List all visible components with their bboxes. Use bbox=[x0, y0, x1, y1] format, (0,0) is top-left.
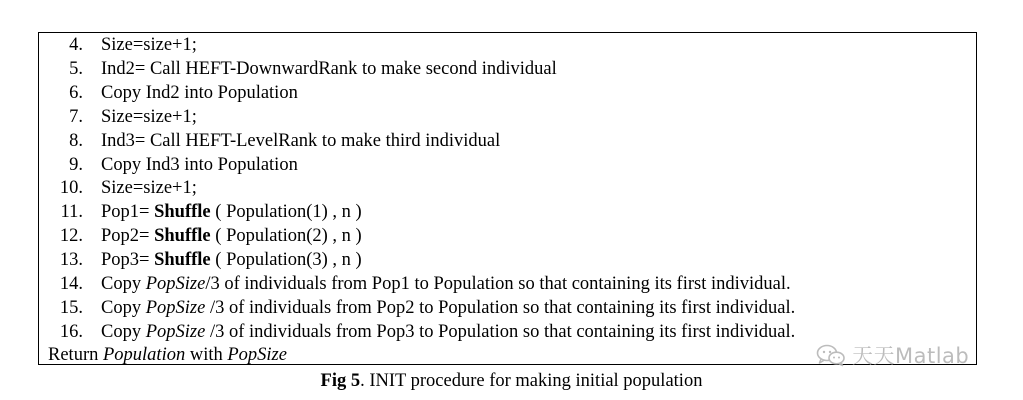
line-number: 6. bbox=[69, 82, 83, 103]
line-number: 16. bbox=[59, 321, 83, 342]
keyword-bold: Shuffle bbox=[154, 226, 211, 247]
return-line bbox=[48, 343, 287, 367]
return-population: Population bbox=[102, 345, 186, 365]
watermark bbox=[816, 340, 969, 370]
return-with: with bbox=[185, 345, 228, 365]
figure-caption bbox=[0, 369, 1023, 393]
line-text bbox=[101, 320, 795, 344]
line-segment: /3 of individuals from Pop3 to Population so that containing its first individual. bbox=[205, 321, 796, 342]
line-number: 14. bbox=[59, 274, 83, 294]
keyword-bold: Shuffle bbox=[154, 250, 211, 271]
line-text bbox=[101, 176, 197, 200]
line-text bbox=[101, 200, 362, 224]
line-segment: Copy bbox=[101, 274, 146, 294]
keyword-bold: Shuffle bbox=[154, 202, 211, 223]
line-segment: /3 of individuals from Pop2 to Population so that containing its first individual. bbox=[205, 297, 796, 318]
line-segment: Copy bbox=[101, 321, 146, 342]
line-segment: Ind3= Call HEFT-LevelRank to make third individual bbox=[101, 130, 501, 151]
line-segment: ( Population(2) , n ) bbox=[210, 226, 362, 247]
line-segment: Size=size+1; bbox=[101, 178, 197, 199]
line-text bbox=[101, 153, 298, 177]
return-keyword: Return bbox=[48, 345, 103, 365]
line-segment: ( Population(3) , n ) bbox=[210, 250, 362, 271]
line-number: 12. bbox=[59, 226, 83, 247]
caption-label: Fig 5 bbox=[320, 371, 361, 391]
line-segment: Pop1= bbox=[101, 202, 155, 223]
line-number: 5. bbox=[69, 58, 83, 79]
line-number: 13. bbox=[59, 250, 83, 271]
line-text bbox=[101, 129, 500, 153]
line-segment: Size=size+1; bbox=[101, 35, 197, 55]
variable-italic: PopSize bbox=[145, 297, 206, 318]
line-text bbox=[101, 81, 298, 105]
variable-italic: PopSize bbox=[145, 274, 206, 294]
line-segment: Pop2= bbox=[101, 226, 155, 247]
line-segment: Copy Ind3 into Population bbox=[101, 154, 298, 175]
line-number: 4. bbox=[69, 35, 83, 55]
caption-text: . INIT procedure for making initial population bbox=[360, 371, 703, 391]
watermark-text: 天天Matlab bbox=[852, 344, 970, 368]
line-segment: Pop3= bbox=[101, 250, 155, 271]
line-segment: Ind2= Call HEFT-DownwardRank to make second individual bbox=[101, 58, 557, 79]
variable-italic: PopSize bbox=[145, 321, 206, 342]
line-segment: /3 of individuals from Pop1 to Population so that containing its first individual. bbox=[205, 274, 791, 294]
line-text bbox=[101, 33, 197, 57]
line-number: 15. bbox=[59, 297, 83, 318]
line-segment: Copy bbox=[101, 297, 146, 318]
line-text bbox=[101, 272, 791, 296]
line-text bbox=[101, 105, 197, 129]
line-text bbox=[101, 248, 362, 272]
line-number: 7. bbox=[69, 106, 83, 127]
line-text bbox=[101, 224, 362, 248]
return-popsize: PopSize bbox=[227, 345, 287, 365]
line-number: 8. bbox=[69, 130, 83, 151]
line-number: 9. bbox=[69, 154, 83, 175]
line-number: 10. bbox=[59, 178, 83, 199]
line-segment: Size=size+1; bbox=[101, 106, 197, 127]
line-segment: Copy Ind2 into Population bbox=[101, 82, 298, 103]
line-text bbox=[101, 296, 795, 320]
algorithm-box bbox=[38, 32, 977, 365]
line-text bbox=[101, 57, 557, 81]
line-number: 11. bbox=[60, 202, 83, 223]
wechat-icon bbox=[816, 343, 846, 367]
line-segment: ( Population(1) , n ) bbox=[210, 202, 362, 223]
